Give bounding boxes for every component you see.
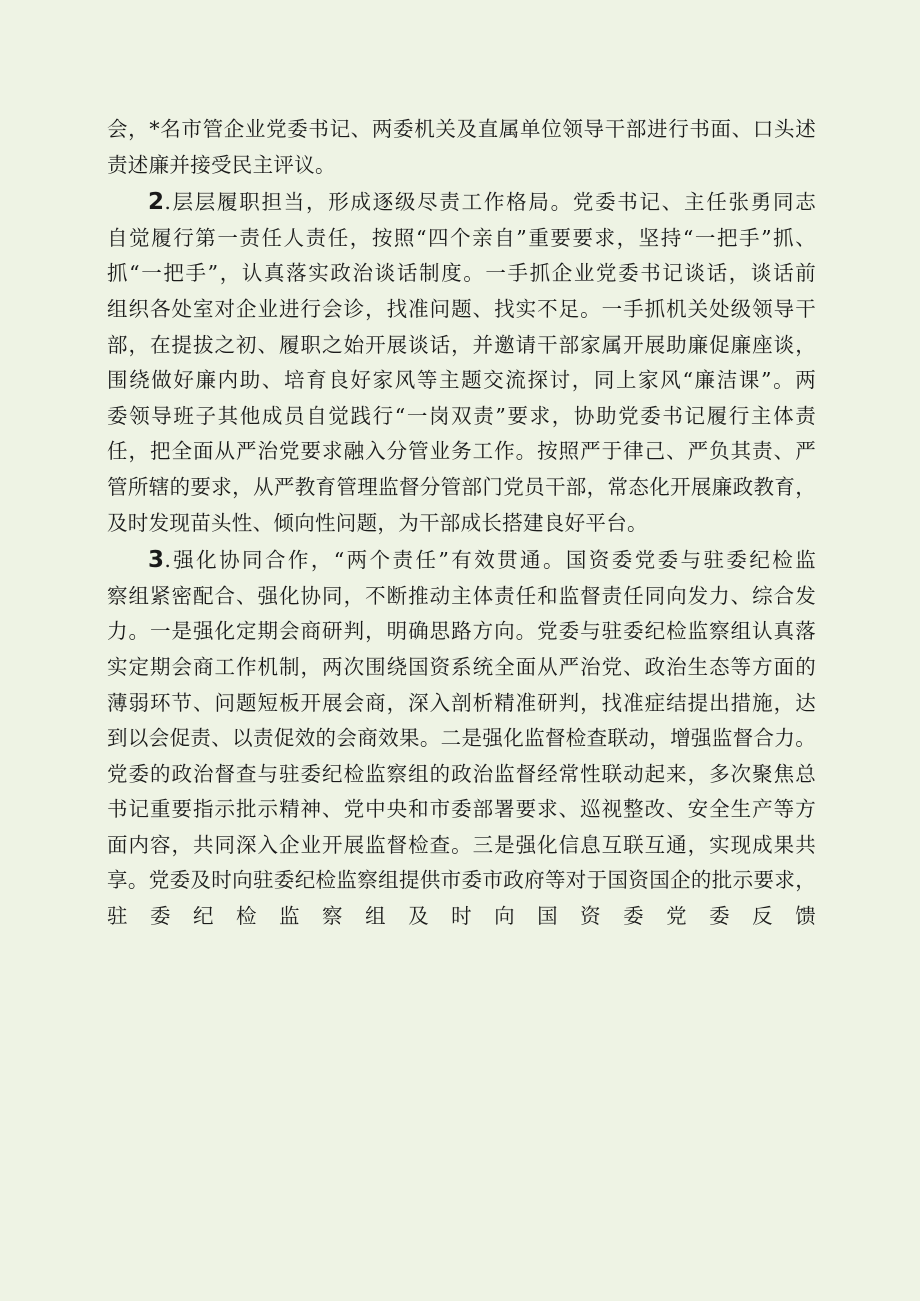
text-line: 党委的政治督查与驻委纪检监察组的政治监督经常性联动起来，多次聚焦总 — [107, 761, 816, 786]
paragraph-number: 3 — [148, 547, 165, 574]
text-line: 任，把全面从严治党要求融入分管业务工作。按照严于律己、严负其责、严 — [107, 439, 816, 464]
text-line: 委领导班子其他成员自觉践行“一岗双责”要求，协助党委书记履行主体责 — [107, 403, 816, 428]
text-line: 书记重要指示批示精神、党中央和市委部署要求、巡视整改、安全生产等方 — [107, 797, 816, 822]
text-line: 到以会促责、以责促效的会商效果。二是强化监督检查联动，增强监督合力。 — [107, 726, 816, 751]
paragraph-continuation — [107, 112, 816, 183]
text-line: 享。党委及时向驻委纪检监察组提供市委市政府等对于国资国企的批示要求， — [107, 868, 816, 893]
text-line: 察组紧密配合、强化协同，不断推动主体责任和监督责任同向发力、综合发 — [107, 583, 816, 608]
paragraph-number: 2 — [148, 189, 165, 216]
text-line: 部，在提拔之初、履职之始开展谈话，并邀请干部家属开展助廉促廉座谈， — [107, 332, 816, 357]
text-line: 围绕做好廉内助、培育良好家风等主题交流探讨，同上家风“廉洁课”。两 — [107, 368, 816, 393]
text-line: .层层履职担当，形成逐级尽责工作格局。党委书记、主任张勇同志 — [164, 190, 816, 215]
paragraph-first-line — [107, 543, 816, 579]
text-line: 抓“一把手”，认真落实政治谈话制度。一手抓企业党委书记谈话，谈话前 — [107, 261, 816, 286]
text-line: 面内容，共同深入企业开展监督检查。三是强化信息互联互通，实现成果共 — [107, 832, 816, 857]
text-line: 管所辖的要求，从严教育管理监督分管部门党员干部，常态化开展廉政教育， — [107, 474, 816, 499]
text-line: 薄弱环节、问题短板开展会商，深入剖析精准研判，找准症结提出措施，达 — [107, 690, 816, 715]
paragraph-3 — [107, 543, 816, 935]
text-line: .强化协同合作，“两个责任”有效贯通。国资委党委与驻委纪检监 — [164, 548, 816, 573]
text-line: 责述廉并接受民主评议。 — [107, 152, 336, 177]
text-line: 会，*名市管企业党委书记、两委机关及直属单位领导干部进行书面、口头述 — [107, 117, 816, 141]
text-line: 自觉履行第一责任人责任，按照“四个亲自”重要要求，坚持“一把手”抓、 — [107, 225, 816, 250]
text-line: 实定期会商工作机制，两次围绕国资系统全面从严治党、政治生态等方面的 — [107, 654, 816, 679]
text-line: 及时发现苗头性、倾向性问题，为干部成长搭建良好平台。 — [107, 510, 648, 535]
text-line: 组织各处室对企业进行会诊，找准问题、找实不足。一手抓机关处级领导干 — [107, 296, 816, 321]
text-line: 驻委纪检监察组及时向国资委党委反馈 — [107, 904, 816, 929]
paragraph-2 — [107, 185, 816, 541]
paragraph-first-line — [107, 185, 816, 221]
text-line: 力。一是强化定期会商研判，明确思路方向。党委与驻委纪检监察组认真落 — [107, 619, 816, 644]
